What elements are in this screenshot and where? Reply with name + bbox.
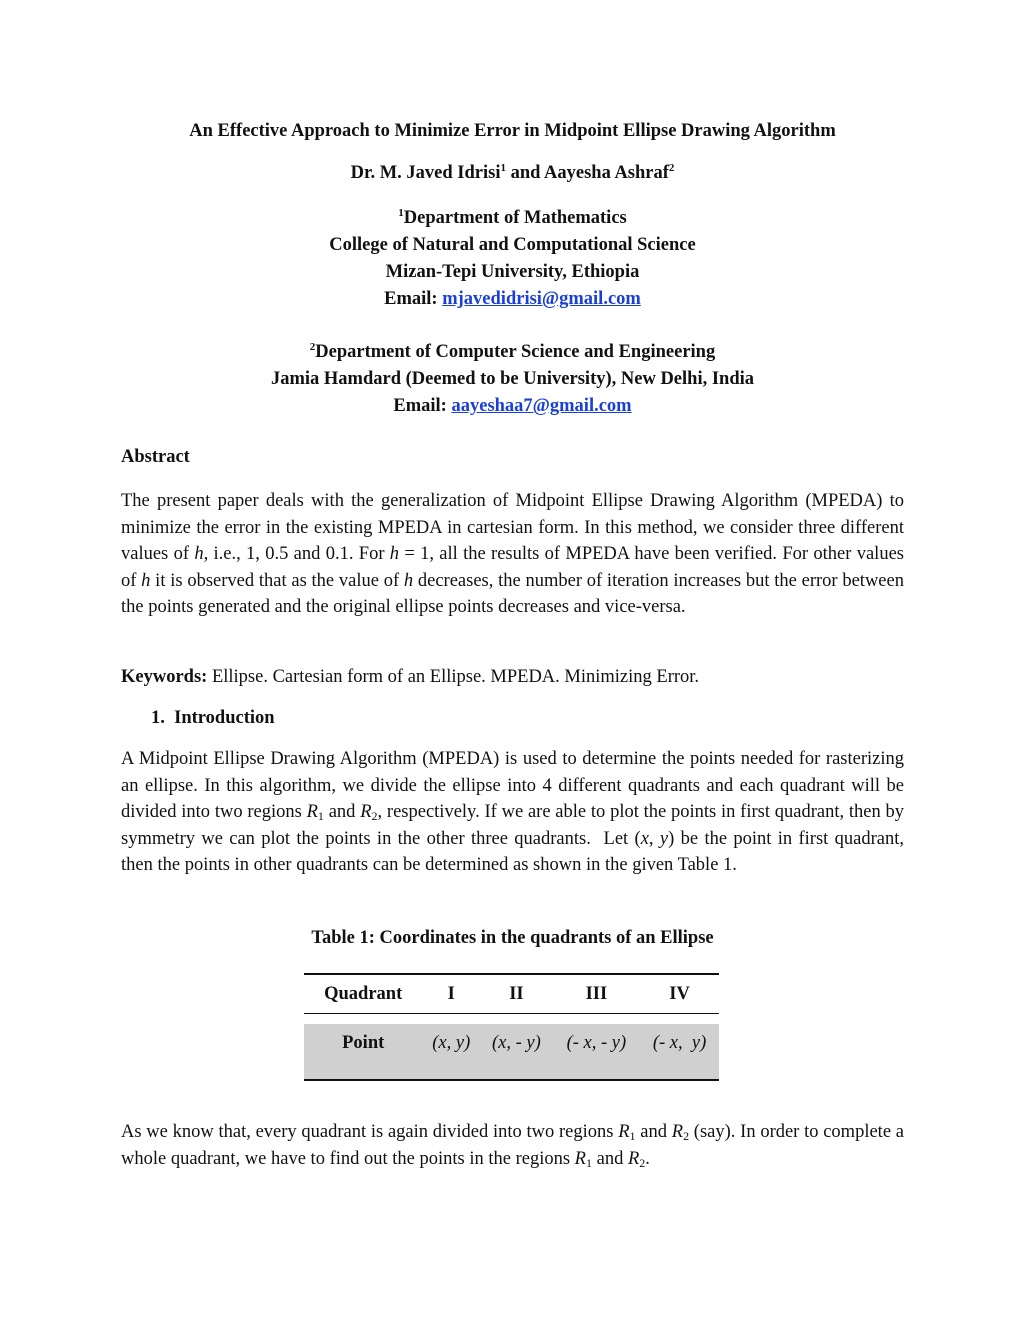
introduction-text: [121, 746, 904, 879]
keywords: [121, 664, 904, 691]
table-header: Quadrant: [304, 974, 422, 1014]
aff1-email-label: Email:: [384, 289, 438, 309]
keywords-label: Keywords:: [121, 667, 208, 687]
final-r1: R: [618, 1122, 630, 1142]
final-t1: As we know that, every quadrant is again divided into two regions: [121, 1122, 619, 1142]
table-cell: [480, 1024, 553, 1080]
intro-sub2: 2: [371, 809, 378, 823]
paper-title: An Effective Approach to Minimize Error in Midpoint Ellipse Drawing Algorithm: [189, 121, 836, 141]
intro-t2: , respectively. If we are able to plot the points in first quadrant, then by symmetry we can plot the points in the other three quadrants. Let (: [121, 802, 905, 849]
final-sub1: 1: [629, 1129, 636, 1143]
author-line: [121, 163, 904, 184]
intro-y: y: [659, 828, 669, 849]
final-and: and: [635, 1122, 672, 1142]
final-sub3: 1: [585, 1155, 592, 1170]
table-row: [304, 1024, 719, 1080]
abstract-t3: = 1, all the results of MPEDA have been verified. For other values of: [121, 544, 904, 591]
intro-t1: A Midpoint Ellipse Drawing Algorithm (MPEDA) is used to determine the points needed for rasterizing an ellipse. In this algorithm, we divide the ellipse into 4 different quadrants and each quadrant will be divided into two regions: [121, 749, 904, 822]
table-gap-row: [304, 1014, 719, 1025]
author-2-sup: 2: [668, 162, 675, 174]
aff1-dept-line: [121, 205, 904, 232]
table-header: IV: [640, 974, 719, 1014]
table-row-label: Point: [304, 1024, 422, 1080]
aff1-sup: 1: [398, 207, 404, 219]
abstract-h1: h: [194, 544, 204, 564]
aff1-dept: Department of Mathematics: [403, 208, 627, 228]
aff1-email-link[interactable]: mjavedidrisi@gmail.com: [442, 289, 641, 309]
abstract-t4: it is observed that as the value of: [150, 570, 404, 591]
aff2-email-label: Email:: [393, 396, 447, 416]
final-t4: .: [645, 1148, 650, 1169]
author-1: Dr. M. Javed Idrisi: [350, 163, 501, 183]
aff1-university: Mizan-Tepi University, Ethiopia: [385, 262, 640, 282]
intro-sub1: 1: [317, 809, 324, 823]
closing-paragraph: [121, 1119, 904, 1172]
table-header-row: [304, 974, 719, 1014]
aff2-dept: Department of Computer Science and Engineering: [315, 342, 716, 362]
quadrant-table: [304, 973, 719, 1081]
aff1-email-line: [121, 286, 904, 313]
intro-r1: R: [306, 802, 318, 822]
aff2-email-link[interactable]: aayeshaa7@gmail.com: [451, 396, 632, 416]
point-q1: (x, y): [432, 1033, 471, 1053]
table-cell: [553, 1024, 640, 1080]
abstract-t1: The present paper deals with the generalization of Midpoint Ellipse Drawing Algorithm (MPEDA) to minimize the error in the existing MPEDA in cartesian form. In this method, we consider three different values of: [121, 491, 904, 564]
abstract-t2: , i.e., 1, 0.5 and 0.1. For: [203, 544, 390, 564]
final-r2: R: [671, 1122, 684, 1142]
final-r4: R: [627, 1148, 640, 1169]
intro-comma: ,: [648, 828, 660, 849]
final-sub4: 2: [639, 1155, 646, 1170]
table-cell: [640, 1024, 719, 1080]
author-1-sup: 1: [500, 162, 506, 174]
final-sub2: 2: [683, 1129, 690, 1143]
final-t3: and: [591, 1148, 628, 1169]
table-header: I: [422, 974, 480, 1014]
introduction-heading: 1. Introduction: [151, 708, 275, 728]
abstract-h2: h: [389, 544, 400, 564]
aff2-dept-line: [121, 339, 904, 366]
aff2-university: Jamia Hamdard (Deemed to be University), New Delhi, India: [270, 369, 754, 389]
point-q4: (- x, y): [652, 1033, 707, 1053]
abstract-h4: h: [403, 570, 414, 591]
final-t2: (say). In order to complete a whole quadrant, we have to find out the points in the regions: [121, 1122, 904, 1169]
intro-x: x: [640, 828, 649, 849]
abstract-text: [121, 488, 904, 621]
aff2-sup: 2: [309, 341, 316, 353]
table-header: II: [480, 974, 553, 1014]
keywords-text: Ellipse. Cartesian form of an Ellipse. MPEDA. Minimizing Error.: [207, 667, 700, 687]
intro-and: and: [323, 802, 361, 822]
aff2-email-line: [121, 393, 904, 420]
table-cell: [422, 1024, 480, 1080]
intro-t3: ) be the point in first quadrant, then the points in other quadrants can be determined as shown in the given Table 1.: [121, 828, 905, 875]
affiliation-1: [121, 205, 904, 313]
affiliation-2: [121, 339, 904, 420]
abstract-heading: Abstract: [121, 447, 190, 467]
table-caption: Table 1: Coordinates in the quadrants of an Ellipse: [311, 928, 714, 948]
final-r3: R: [574, 1148, 586, 1169]
abstract-t5: decreases, the number of iteration increases but the error between the points generated and the original ellipse points decreases and vice-versa.: [121, 570, 904, 617]
table-header: III: [553, 974, 640, 1014]
intro-r2: R: [360, 802, 372, 822]
point-q2: (x, - y): [492, 1033, 541, 1053]
point-q3: (- x, - y): [566, 1033, 627, 1053]
abstract-h3: h: [141, 570, 151, 591]
author-conj: and: [510, 163, 541, 183]
aff1-college: College of Natural and Computational Science: [329, 235, 696, 255]
author-2: Aayesha Ashraf: [544, 163, 669, 183]
